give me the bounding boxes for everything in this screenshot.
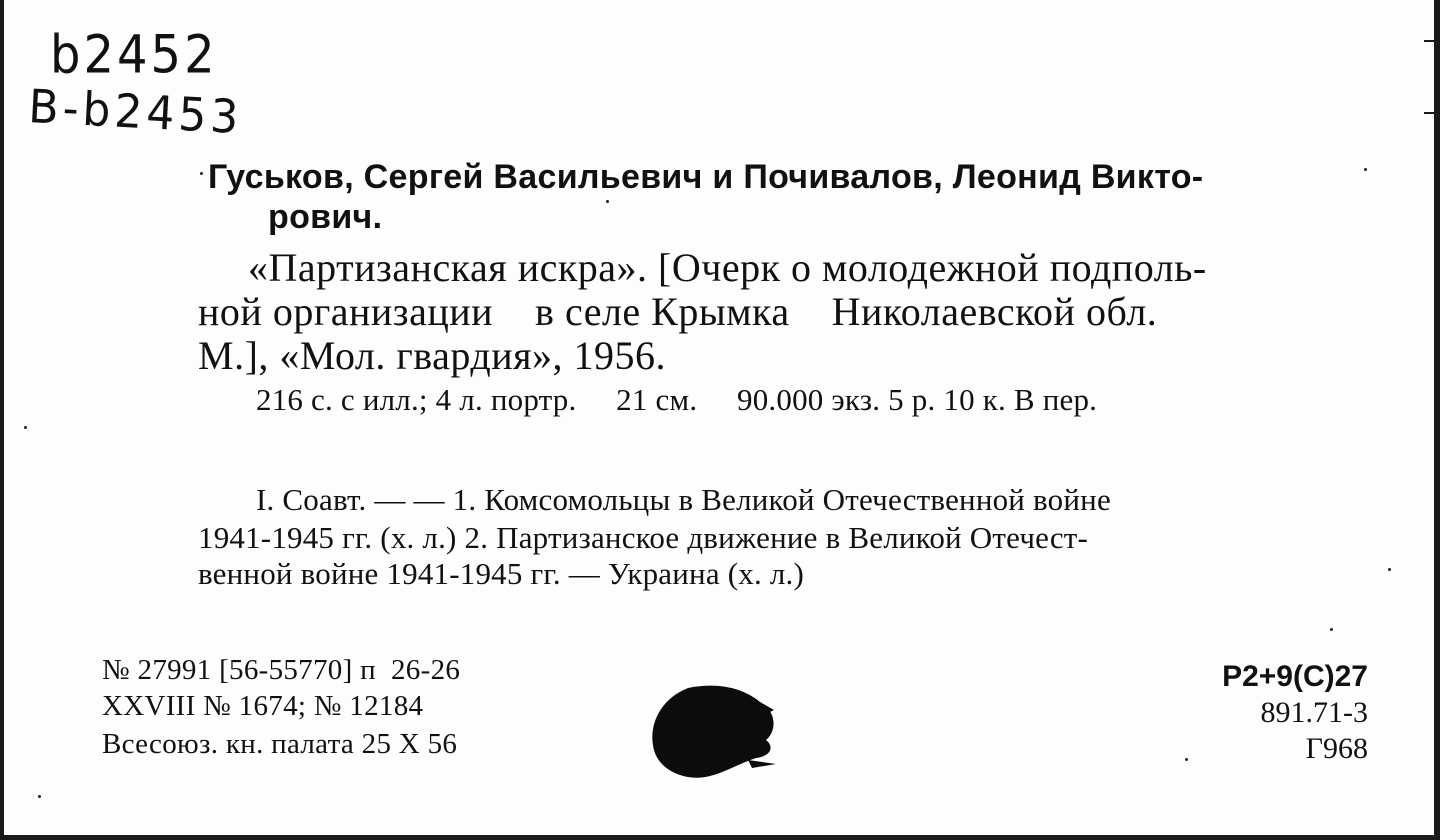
author-mark: Г968: [1305, 732, 1368, 765]
subject-line-1: I. Соавт. — — 1. Комсомольцы в Великой Отечественной войне: [256, 482, 1111, 517]
handwritten-number-1: b2452: [50, 24, 218, 86]
footer-left-line-2: XXVIII № 1674; № 12184: [102, 690, 424, 722]
title-line-3: М.], «Мол. гвардия», 1956.: [198, 333, 667, 378]
subject-line-2: 1941-1945 гг. (х. л.) 2. Партизанское движение в Великой Отечест-: [198, 520, 1089, 555]
author-line-2: рович.: [268, 198, 383, 236]
footer-left-line-1: № 27991 [56-55770] п 26-26: [102, 654, 461, 686]
author-line-1: Гуськов, Сергей Васильевич и Почивалов, Леонид Викто-: [208, 158, 1204, 196]
edge-tick: [1424, 112, 1434, 114]
card-left-edge: [0, 0, 4, 840]
card-bottom-edge: [0, 835, 1440, 840]
collation-line: 216 с. с илл.; 4 л. портр. 21 см. 90.000 экз. 5 р. 10 к. В пер.: [256, 382, 1098, 417]
edge-tick: [1424, 40, 1434, 42]
subject-line-3: венной войне 1941-1945 гг. — Украина (х. л.): [198, 556, 805, 591]
title-line-2: ной организации в селе Крымка Николаевской обл.: [198, 289, 1158, 334]
title-line-1: «Партизанская искра». [Очерк о молодежной подполь-: [248, 245, 1207, 290]
classification-index: Р2+9(С)27: [1222, 660, 1368, 693]
card-right-edge: [1434, 0, 1440, 840]
classification-number: 891.71-3: [1260, 696, 1368, 729]
footer-left-line-3: Всесоюз. кн. палата 25 X 56: [102, 728, 458, 760]
handwritten-number-2: B-b2453: [27, 80, 244, 145]
ink-blot: [648, 680, 788, 790]
